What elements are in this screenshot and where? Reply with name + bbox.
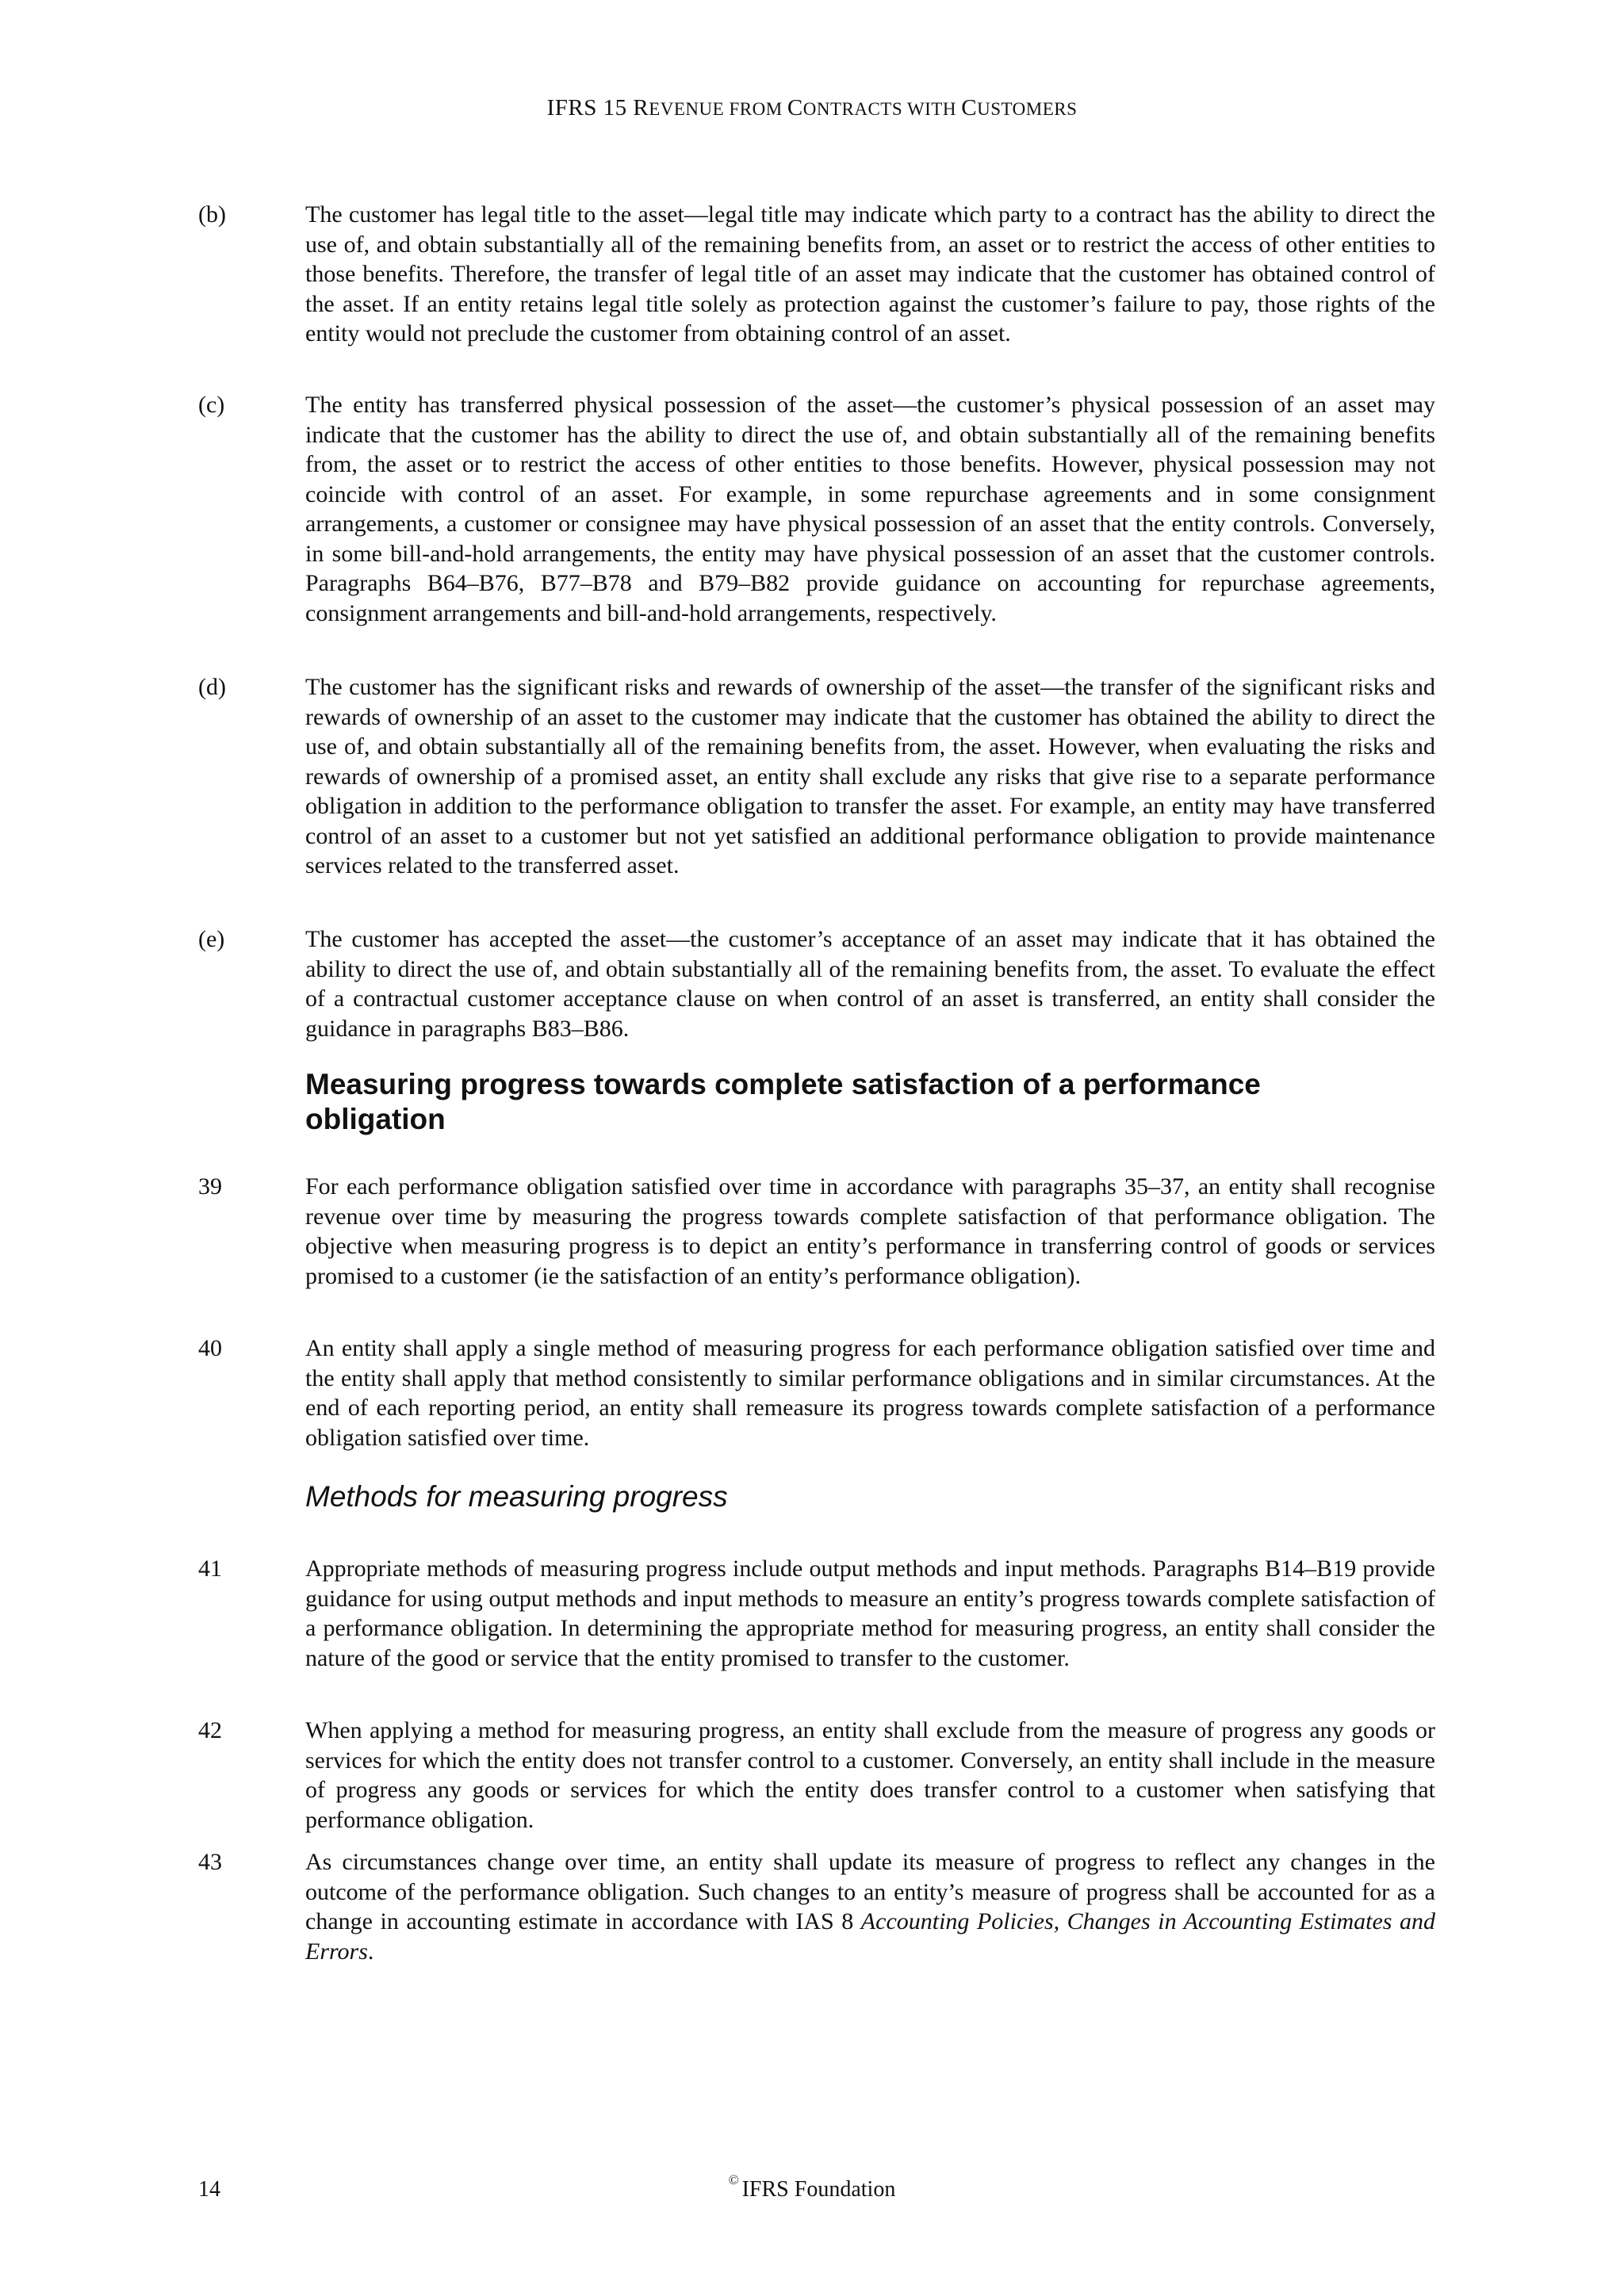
paragraph-42 [198,1716,1435,1835]
paragraph-text: When applying a method for measuring progress, an entity shall exclude from the measure of progress any goods or services for which the entity does not transfer control to a customer. Conversely, an entity shall include in the measure of progress any goods or services for which the entity does transfer control to a customer when satisfying that performance obligation. [305,1717,1435,1833]
list-item-e [198,924,1435,1043]
paragraph-number: 43 [198,1849,222,1875]
copyright-icon: © [728,2172,739,2187]
list-label: (b) [198,201,226,228]
paragraph-number: 41 [198,1556,222,1582]
paragraph-39 [198,1172,1435,1291]
paragraph-text: As circumstances change over time, an entity shall update its measure of progress to reflect any changes in the outcome of the performance obligation. Such changes to an entity’s measure of progress shall be accounted for as a change in accounting estimate in accordance with IAS 8 Accounting Policies, Changes in Accounting Estimates and Errors. [305,1849,1435,1965]
citation-title: Accounting Policies, Changes in Accounting Estimates and Errors [305,1908,1435,1965]
subsection-heading: Methods for measuring progress [305,1480,728,1513]
list-text: The customer has the significant risks and rewards of ownership of the asset—the transfer of the significant risks and rewards of ownership of an asset to the customer may indicate that the customer has obtained the ability to direct the use of, and obtain substantially all of the remaining benefits from, the asset. However, when evaluating the risks and rewards of ownership of a promised asset, an entity shall exclude any risks that give rise to a separate performance obligation in addition to the performance obligation to transfer the asset. For example, an entity may have transferred control of an asset to a customer but not yet satisfied an additional performance obligation to provide maintenance services related to the transferred asset. [305,674,1435,878]
list-text: The customer has legal title to the asset—legal title may indicate which party to a contract has the ability to direct the use of, and obtain substantially all of the remaining benefits from, an asset or to restrict the access of other entities to those benefits. Therefore, the transfer of legal title of an asset may indicate that the customer has obtained control of the asset. If an entity retains legal title solely as protection against the customer’s failure to pay, those rights of the entity would not preclude the customer from obtaining control of an asset. [305,201,1435,346]
list-label: (d) [198,674,226,700]
copyright-footer: © IFRS Foundation [728,2172,896,2202]
paragraph-number: 39 [198,1173,222,1200]
paragraph-text: An entity shall apply a single method of measuring progress for each performance obligation satisfied over time and the entity shall apply that method consistently to similar performance obligations and in similar circumstances. At the end of each reporting period, an entity shall remeasure its progress towards complete satisfaction of a performance obligation satisfied over time. [305,1335,1435,1451]
page-number: 14 [198,2177,220,2202]
paragraph-number: 40 [198,1335,222,1361]
list-label: (e) [198,926,225,952]
paragraph-number: 42 [198,1717,222,1743]
list-text: The customer has accepted the asset—the customer’s acceptance of an asset may indicate that it has obtained the ability to direct the use of, and obtain substantially all of the remaining benefits from, the asset. To evaluate the effect of a contractual customer acceptance clause on when control of an asset is transferred, an entity shall consider the guidance in paragraphs B83–B86. [305,926,1435,1042]
paragraph-43 [198,1847,1435,1966]
running-header: IFRS 15 REVENUE FROM CONTRACTS WITH CUSTOMERS [546,95,1078,121]
list-item-c [198,390,1435,628]
paragraph-text: Appropriate methods of measuring progress include output methods and input methods. Paragraphs B14–B19 provide guidance for using output methods and input methods to measure an entity’s progress towards complete satisfaction of a performance obligation. In determining the appropriate method for measuring progress, an entity shall consider the nature of the good or service that the entity promised to transfer to the customer. [305,1556,1435,1671]
list-item-b [198,200,1435,349]
paragraph-40 [198,1334,1435,1452]
list-label: (c) [198,392,225,418]
paragraph-41 [198,1554,1435,1673]
list-text: The entity has transferred physical possession of the asset—the customer’s physical possession of an asset may indicate that the customer has the ability to direct the use of, and obtain substantially all of the remaining benefits from, the asset or to restrict the access of other entities to those benefits. However, physical possession may not coincide with control of an asset. For example, in some repurchase agreements and in some consignment arrangements, a customer or consignee may have physical possession of an asset that the entity controls. Conversely, in some bill-and-hold arrangements, the entity may have physical possession of an asset that the customer controls. Paragraphs B64–B76, B77–B78 and B79–B82 provide guidance on accounting for repurchase agreements, consignment arrangements and bill-and-hold arrangements, respectively. [305,392,1435,626]
paragraph-text: For each performance obligation satisfied over time in accordance with paragraphs 35–37, an entity shall recognise revenue over time by measuring the progress towards complete satisfaction of that performance obligation. The objective when measuring progress is to depict an entity’s performance in transferring control of goods or services promised to a customer (ie the satisfaction of an entity’s performance obligation). [305,1173,1435,1289]
section-heading: Measuring progress towards complete satisfaction of a performance obligation [305,1068,1261,1135]
list-item-d [198,672,1435,881]
